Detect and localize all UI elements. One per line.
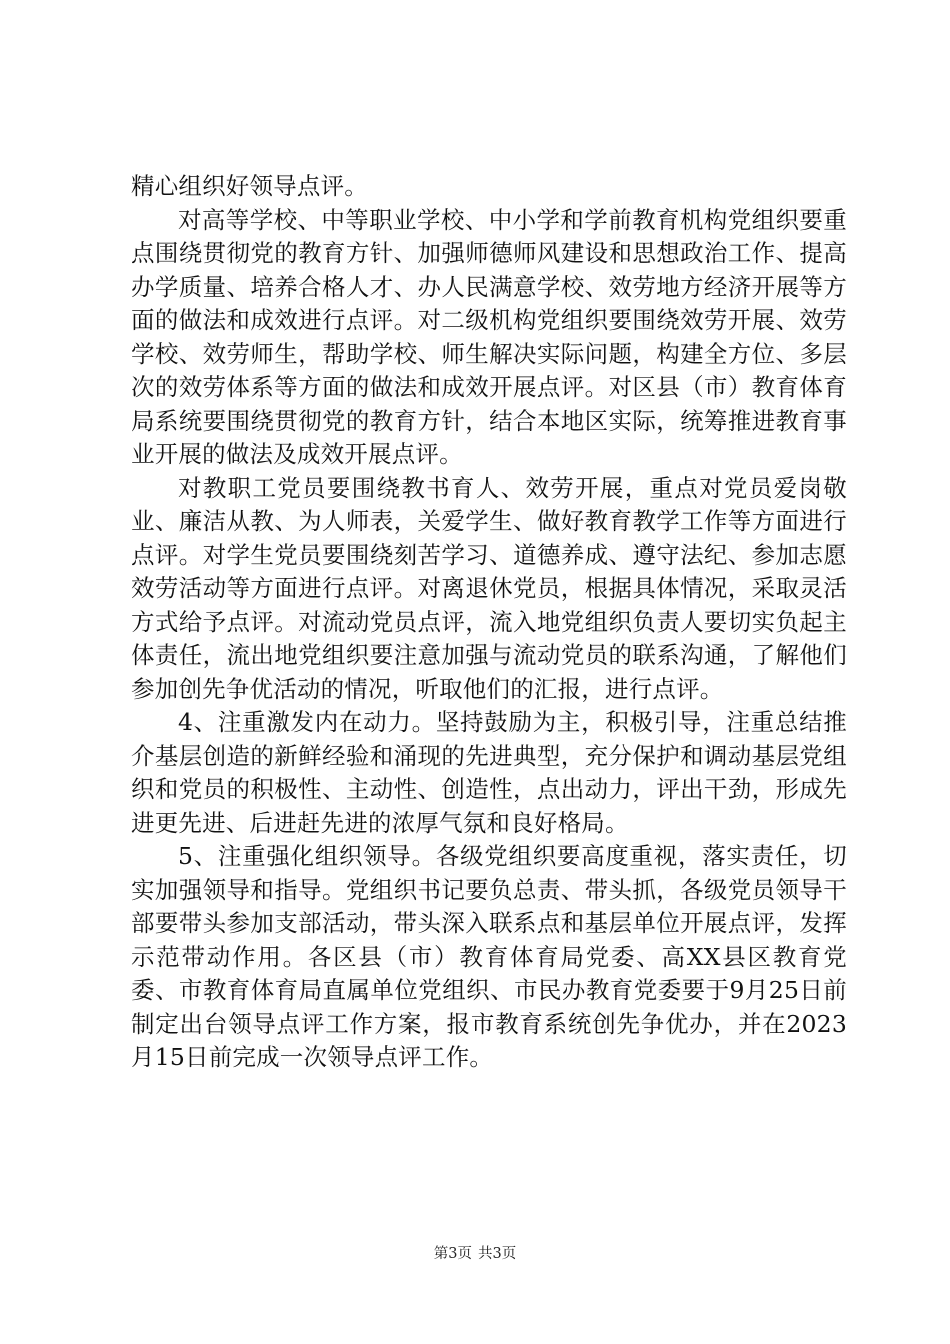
- paragraph-member-review: 对教职工党员要围绕教书育人、效劳开展，重点对党员爱岗敬业、廉洁从教、为人师表，关爱学生、做好教育教学工作等方面进行点评。对学生党员要围绕刻苦学习、道德养成、遵守法纪、参加志愿效劳活动等方面进行点评。对离退休党员，根据具体情况，采取灵活方式给予点评。对流动党员点评，流入地党组织负责人要切实负起主体责任，流出地党组织要注意加强与流动党员的联系沟通，了解他们参加创先争优活动的情况，听取他们的汇报，进行点评。: [131, 473, 847, 703]
- paragraph-leadership: 5、注重强化组织领导。各级党组织要高度重视，落实责任，切实加强领导和指导。党组织书记要负总责、带头抓，各级党员领导干部要带头参加支部活动，带头深入联系点和基层单位开展点评，发挥示范带动作用。各区县（市）教育体育局党委、高XX县区教育党委、市教育体育局直属单位党组织、市民办教育党委要于9月25日前制定出台领导点评工作方案，报市教育系统创先争优办，并在2023月15日前完成一次领导点评工作。: [131, 842, 847, 1071]
- paragraph-continuation: 精心组织好领导点评。: [131, 172, 368, 200]
- page-total: 共3页: [478, 1246, 517, 1262]
- page-footer: [0, 1244, 950, 1264]
- paragraph-institution-review: 对高等学校、中等职业学校、中小学和学前教育机构党组织要重点围绕贯彻党的教育方针、加强师德师风建设和思想政治工作、提高办学质量、培养合格人才、办人民满意学校、效劳地方经济开展等方面的做法和成效进行点评。对二级机构党组织要围绕效劳开展、效劳学校、效劳师生，帮助学校、师生解决实际问题，构建全方位、多层次的效劳体系等方面的做法和成效开展点评。对区县（市）教育体育局系统要围绕贯彻党的教育方针，结合本地区实际，统筹推进教育事业开展的做法及成效开展点评。: [131, 205, 847, 468]
- paragraph-motivation: 4、注重激发内在动力。坚持鼓励为主，积极引导，注重总结推介基层创造的新鲜经验和涌现的先进典型，充分保护和调动基层党组织和党员的积极性、主动性、创造性，点出动力，评出干劲，形成先进更先进、后进赶先进的浓厚气氛和良好格局。: [131, 708, 847, 837]
- page-number: 第3页: [433, 1246, 472, 1262]
- document-body: [131, 170, 847, 1075]
